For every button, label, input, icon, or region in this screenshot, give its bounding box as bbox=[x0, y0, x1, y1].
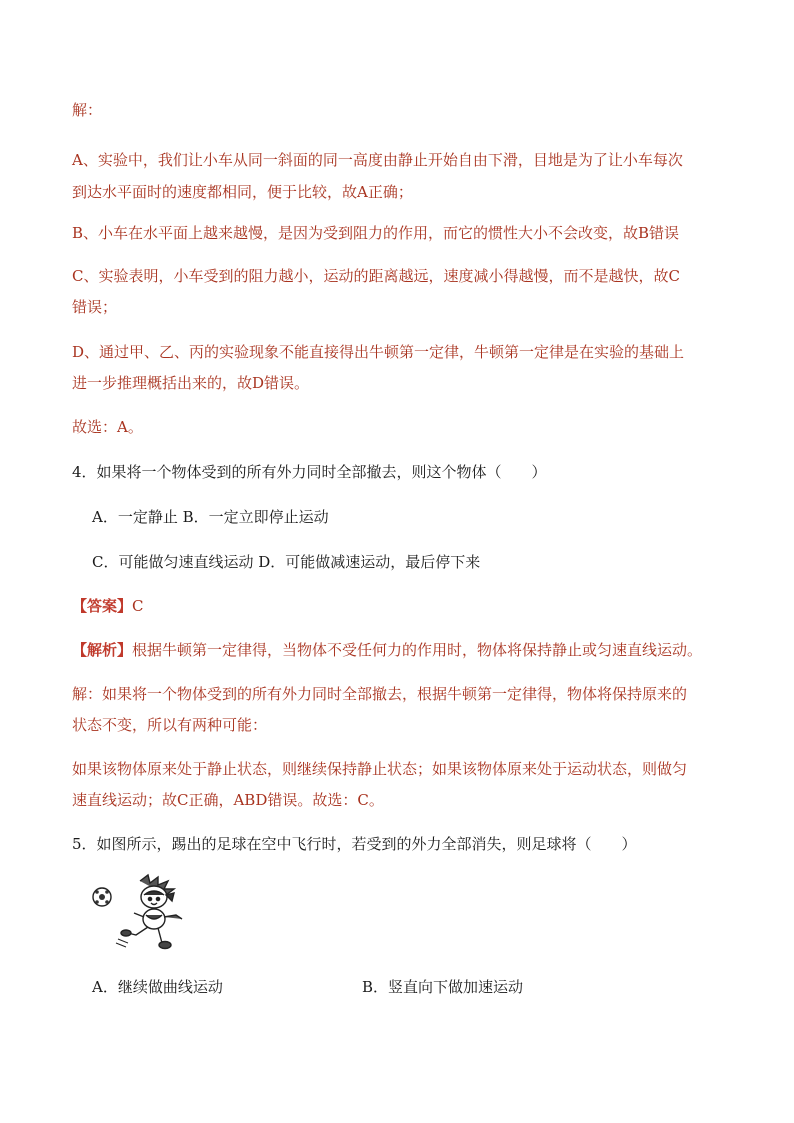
answer-value: C bbox=[132, 597, 144, 615]
q3-explanation-c-line2: 错误； bbox=[72, 298, 118, 316]
q3-explanation-c-line1: C、实验表明，小车受到的阻力越小，运动的距离越远，速度减小得越慢，而不是越快，故C bbox=[72, 267, 680, 285]
analysis-text: 根据牛顿第一定律得，当物体不受任何力的作用时，物体将保持静止或匀速直线运动。 bbox=[132, 641, 703, 659]
q3-explanation-a-line2: 到达水平面时的速度都相同，便于比较，故A正确； bbox=[72, 183, 413, 201]
soccer-kick-illustration bbox=[88, 873, 198, 953]
q4-analysis bbox=[72, 640, 732, 660]
q4-options-row2: C．可能做匀速直线运动 D．可能做减速运动，最后停下来 bbox=[92, 553, 481, 571]
solution-intro: 解： bbox=[72, 101, 103, 119]
analysis-tag: 【解析】 bbox=[72, 641, 133, 659]
q3-explanation-a-line1: A、实验中，我们让小车从同一斜面的同一高度由静止开始自由下滑，目地是为了让小车每次 bbox=[72, 151, 683, 169]
q4-detail-line1: 如果该物体原来处于静止状态，则继续保持静止状态；如果该物体原来处于运动状态，则做匀 bbox=[72, 760, 688, 778]
q4-answer bbox=[72, 596, 732, 616]
q4-options-row1: A．一定静止 B．一定立即停止运动 bbox=[92, 508, 329, 526]
answer-tag: 【答案】 bbox=[72, 597, 133, 615]
q3-conclusion: 故选：A。 bbox=[72, 418, 143, 436]
q4-solution-line2: 状态不变，所以有两种可能： bbox=[72, 716, 268, 734]
q3-explanation-b: B、小车在水平面上越来越慢，是因为受到阻力的作用，而它的惯性大小不会改变，故B错误 bbox=[72, 224, 680, 242]
q5-stem: 5．如图所示，踢出的足球在空中飞行时，若受到的外力全部消失，则足球将（ ） bbox=[72, 835, 637, 853]
q3-explanation-d-line2: 进一步推理概括出来的，故D错误。 bbox=[72, 374, 310, 392]
cartoon-kicker-icon bbox=[116, 875, 182, 949]
q4-solution-line1: 解：如果将一个物体受到的所有外力同时全部撤去，根据牛顿第一定律得，物体将保持原来的 bbox=[72, 685, 688, 703]
q4-detail-line2: 速直线运动；故C正确，ABD错误。故选：C。 bbox=[72, 791, 384, 809]
soccer-ball-icon bbox=[93, 888, 111, 906]
q5-option-b: B．竖直向下做加速运动 bbox=[362, 978, 524, 996]
q5-option-a: A．继续做曲线运动 bbox=[92, 978, 223, 996]
q3-explanation-d-line1: D、通过甲、乙、丙的实验现象不能直接得出牛顿第一定律，牛顿第一定律是在实验的基础上 bbox=[72, 343, 685, 361]
q4-stem: 4．如果将一个物体受到的所有外力同时全部撤去，则这个物体（ ） bbox=[72, 463, 547, 481]
